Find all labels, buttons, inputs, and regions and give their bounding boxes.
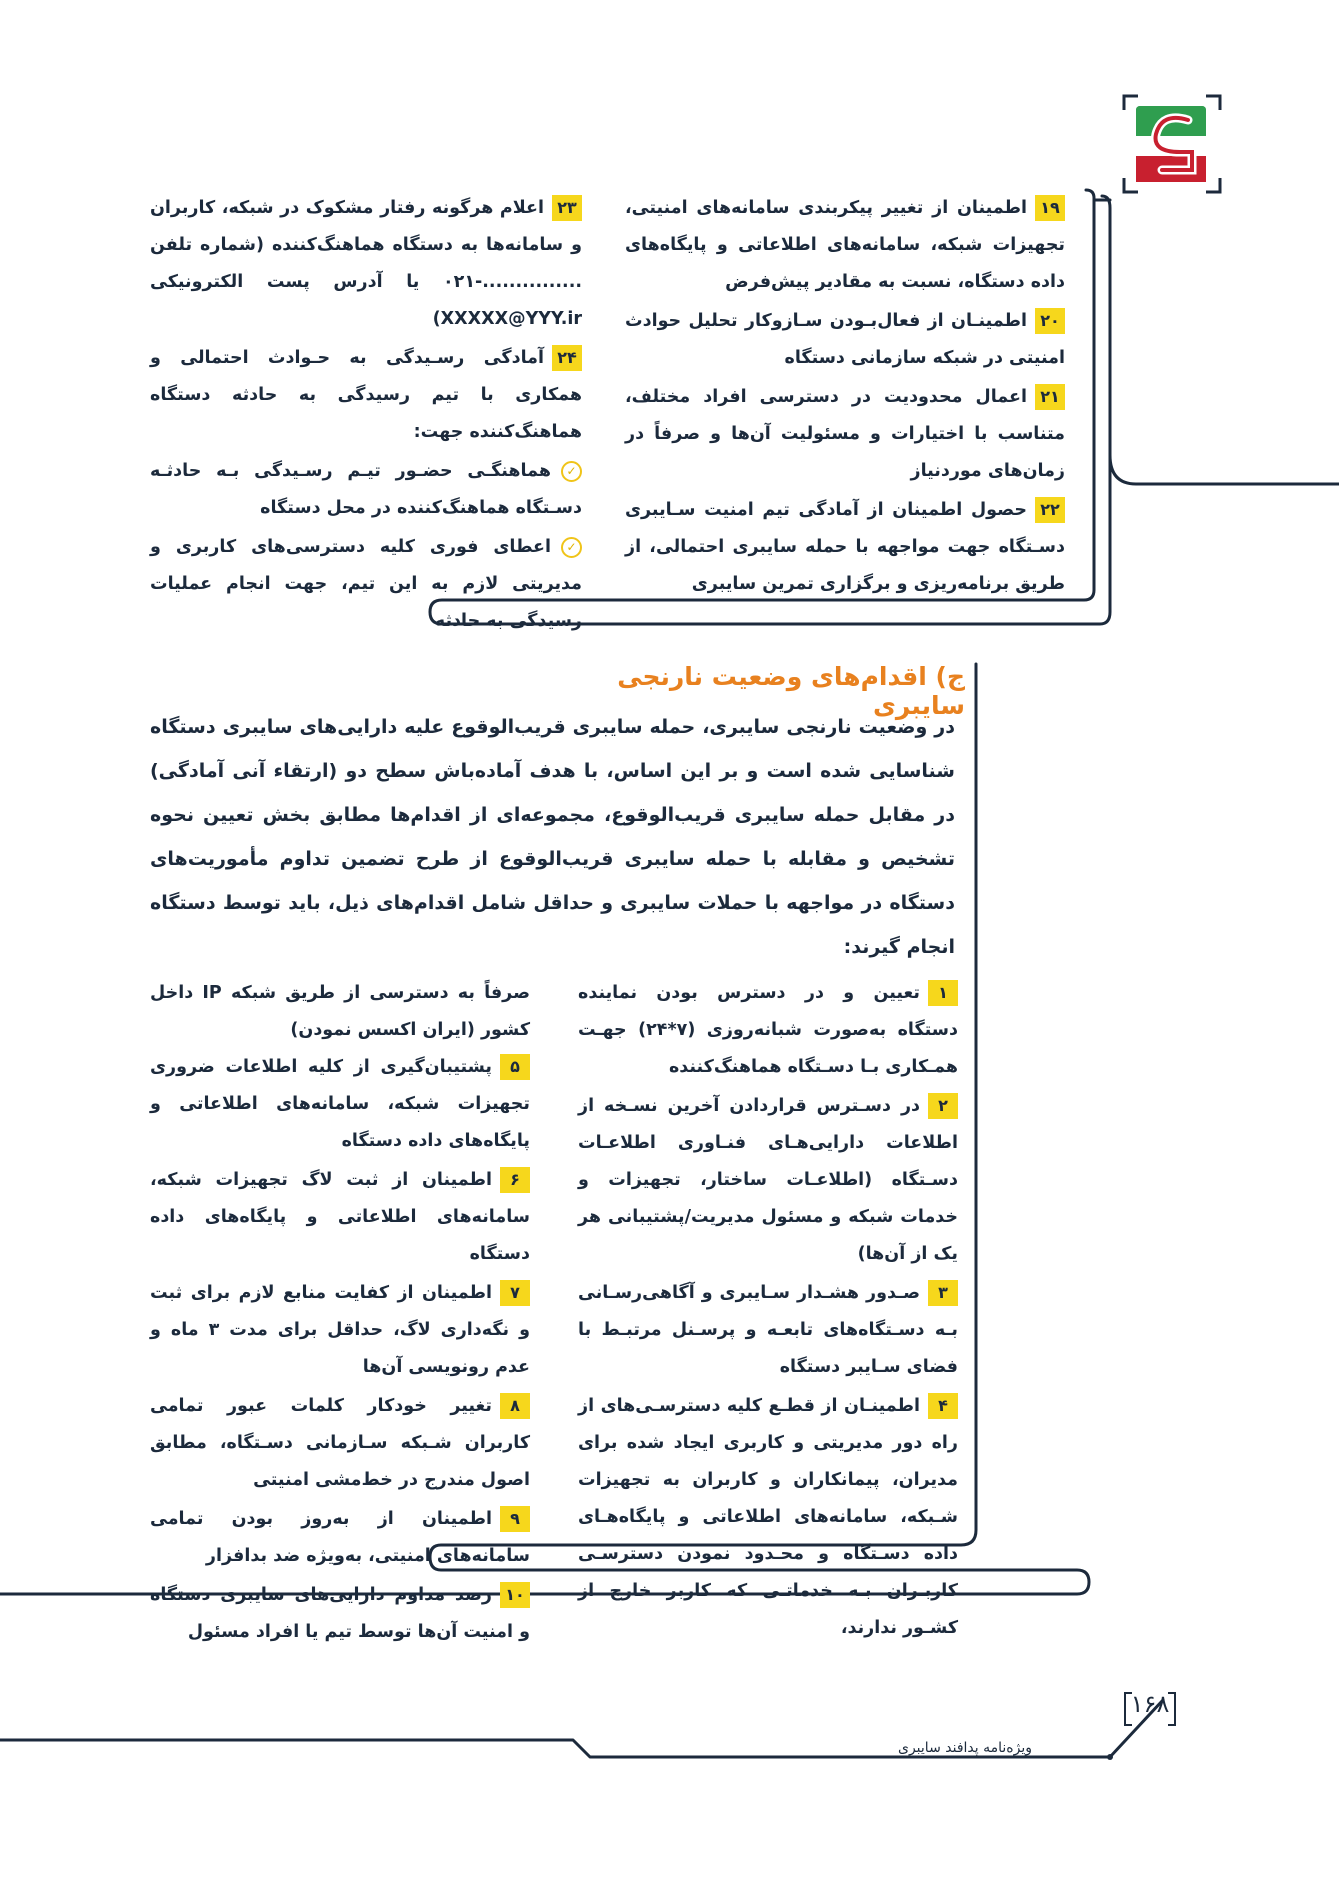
item-number: ۸	[500, 1393, 530, 1419]
item-number: ۱۹	[1035, 195, 1065, 221]
list-item	[578, 975, 958, 1086]
item-number: ۶	[500, 1167, 530, 1193]
sub-item-text: اعطای فوری کلیه دسترسی‌های کاربری و مدیریتی لازم به این تیم، جهت انجام عملیات رسیدگی به حادثه	[150, 537, 582, 631]
item-number: ۲۳	[552, 195, 582, 221]
list-item	[578, 1088, 958, 1273]
list-item	[150, 1388, 530, 1499]
item-text: تعیین و در دسترس بودن نماینده دستگاه به‌صورت شبانه‌روزی (۷*۲۴) جهـت همـکاری بـا دسـتگاه هماهنگ‌کننده	[578, 983, 958, 1077]
list-item	[578, 1388, 958, 1647]
check-circle-icon: ✓	[561, 461, 582, 482]
publication-name: ویژه‌نامه پدافند سایبری	[898, 1740, 1032, 1756]
item-text: آمادگی رسـیدگی به حـوادث احتمالی و همکاری با تیم رسیدگی به حادثه دستگاه هماهنگ‌کننده جهت:	[150, 348, 582, 442]
item-number: ۱۰	[500, 1582, 530, 1608]
item-number: ۴	[928, 1393, 958, 1419]
list-item	[150, 340, 582, 451]
bottom-right-column	[578, 975, 958, 1649]
item-text: اطمینان از به‌روز بودن تمامی سامانه‌های امنیتی، به‌ویژه ضد بدافزار	[150, 1509, 530, 1566]
item-number: ۲۱	[1035, 384, 1065, 410]
item-number: ۲۴	[552, 345, 582, 371]
list-item	[150, 1501, 530, 1575]
item-number: ۹	[500, 1506, 530, 1532]
item-text: اطمینان از تغییر پیکربندی سامانه‌های امنیتی، تجهیزات شبکه، سامانه‌های اطلاعاتی و پایگاه‌های داده دستگاه، نسبت به مقادیر پیش‌فرض	[625, 198, 1065, 292]
item-number: ۷	[500, 1280, 530, 1306]
top-right-column	[625, 190, 1065, 605]
list-item	[625, 190, 1065, 301]
section-intro: در وضعیت نارنجی سایبری، حمله سایبری قریب‌الوقوع علیه دارایی‌های سایبری دستگاه شناسایی شده است و بر این اساس، با هدف آماده‌باش سطح دو (ارتقاء آنی آمادگی) در مقابل حمله سایبری قریب‌الوقوع، مجموعه‌ای از اقدام‌ها مطابق بخش تعیین نحوه تشخیص و مقابله با حمله سایبری قریب‌الوقوع از طرح تضمین تداوم مأموریت‌های دستگاه در مواجهه با حملات سایبری و حداقل شامل اقدام‌های ذیل، باید توسط دستگاه انجام گیرند:	[150, 716, 955, 958]
item-number: ۲۲	[1035, 497, 1065, 523]
list-item	[150, 1162, 530, 1273]
item-text: در دسـترس قراردادن آخرین نسـخه از اطلاعات دارایی‌هـای فنـاوری اطلاعـات دسـتگاه (اطلاعـات ساختار، تجهیزات و خدمات شبکه و مسئول مدیریت/پشتیبانی هر یک از آن‌ها)	[578, 1096, 958, 1264]
item-number: ۵	[500, 1054, 530, 1080]
sub-item	[150, 453, 582, 527]
list-item	[625, 303, 1065, 377]
item-text: پشتیبان‌گیری از کلیه اطلاعات ضروری تجهیزات شبکه، سامانه‌های اطلاعاتی و پایگاه‌های داده دستگاه	[150, 1057, 530, 1151]
list-item	[150, 1049, 530, 1160]
item-text: صـدور هشـدار سـایبری و آگاهی‌رسـانی بـه دسـتگاه‌های تابعـه و پرسـنل مرتبـط با فضای سـایبر دستگاه	[578, 1283, 958, 1377]
list-item	[625, 379, 1065, 490]
item-text: حصول اطمینان از آمادگی تیم امنیت سـایبری دسـتگاه جهت مواجهه با حمله سایبری احتمالی، از طریق برنامه‌ریزی و برگزاری تمرین سایبری	[625, 500, 1065, 594]
item-number: ۲۰	[1035, 308, 1065, 334]
list-item	[625, 492, 1065, 603]
item-text: اطمینـان از قطـع کلیه دسترسـی‌های از راه دور مدیریتی و کاربری ایجاد شده برای مدیران، پیمانکاران و کاربران به تجهیزات شـبکه، سامانه‌های اطلاعاتی و پایگاه‌هـای داده دسـتگاه و محـدود نمودن دسترسـی کاربـران بـه خدماتـی که کاربر خارج از کشـور ندارند،	[578, 1396, 958, 1638]
bottom-left-column	[150, 975, 530, 1653]
item-number: ۲	[928, 1093, 958, 1119]
item-text: تغییر خودکار کلمات عبور تمامی کاربران شـبکه سـازمانی دسـتگاه، مطابق اصول مندرج در خط‌مشی امنیتی	[150, 1396, 530, 1490]
item-text: اطمینـان از فعال‌بـودن سـازوکار تحلیل حوادث امنیتی در شبکه سازمانی دستگاه	[625, 311, 1065, 368]
sub-item	[150, 529, 582, 640]
list-item	[150, 1577, 530, 1651]
check-circle-icon: ✓	[561, 537, 582, 558]
continuation-text: صرفاً به دسترسی از طریق شبکه IP داخل کشور (ایران اکسس نمودن)	[150, 983, 530, 1040]
item-text: رصد مداوم دارایی‌های سایبری دستگاه و امنیت آن‌ها توسط تیم یا افراد مسئول	[150, 1585, 530, 1642]
item-text: اطمینان از ثبت لاگ تجهیزات شبکه، سامانه‌های اطلاعاتی و پایگاه‌های داده دستگاه	[150, 1170, 530, 1264]
item-text: اعلام هرگونه رفتار مشکوک در شبکه، کاربران و سامانه‌ها به دستگاه هماهنگ‌کننده (شماره تلفن ...............-۰۲۱ یا آدرس پست الکترونیکی XXXXX@YYY.ir)	[150, 198, 582, 329]
item-number: ۳	[928, 1280, 958, 1306]
list-item	[150, 1275, 530, 1386]
sub-item-text: هماهنگـی حضـور تیـم رسـیدگی بـه حادثـه دسـتگاه هماهنگ‌کننده در محل دستگاه	[150, 461, 582, 518]
item-number: ۱	[928, 980, 958, 1006]
section-title: ج) اقدام‌های وضعیت نارنجی سایبری	[617, 662, 965, 720]
item-text: اعمال محدودیت در دسترسی افراد مختلف، متناسب با اختیارات و مسئولیت آن‌ها و صرفاً در زمان‌های موردنیاز	[625, 387, 1065, 481]
list-item	[578, 1275, 958, 1386]
page-number: ۱۶۸	[1128, 1690, 1172, 1718]
list-item	[150, 190, 582, 338]
item-text: اطمینان از کفایت منابع لازم برای ثبت و نگه‌داری لاگ، حداقل برای مدت ۳ ماه و عدم رونویسی آن‌ها	[150, 1283, 530, 1377]
logo	[1122, 94, 1222, 194]
top-left-column	[150, 190, 582, 642]
